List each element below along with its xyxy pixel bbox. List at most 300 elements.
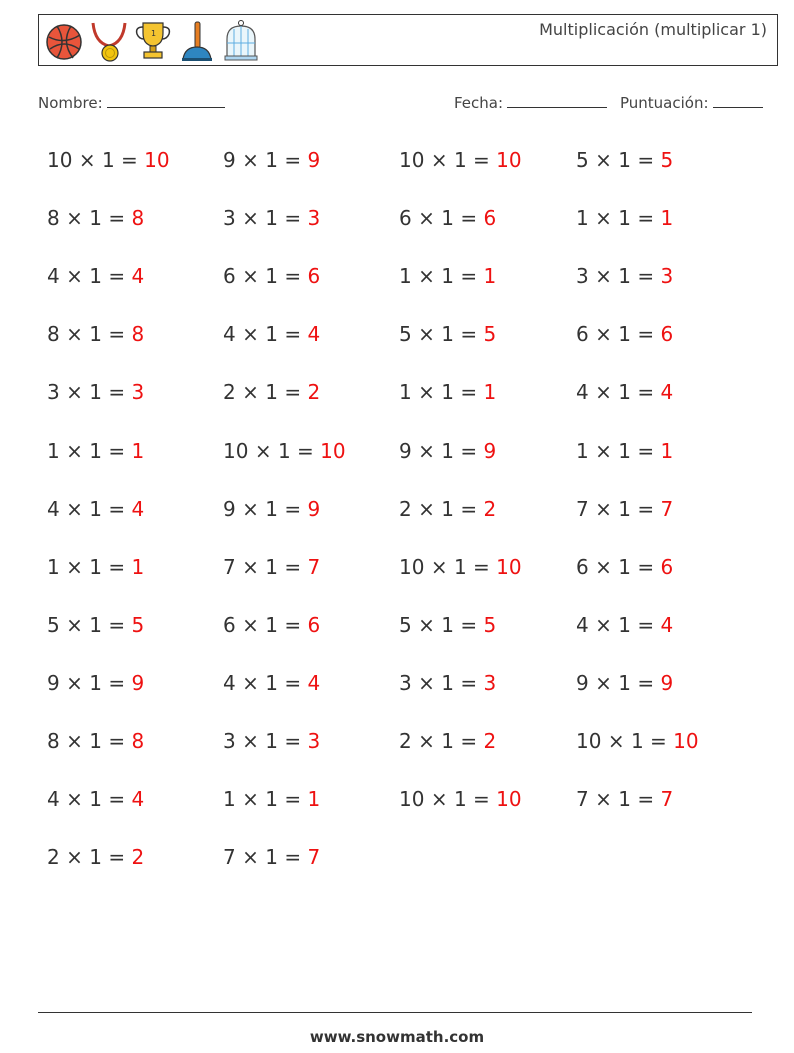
problem-item (223, 787, 320, 811)
answer: 4 (131, 496, 145, 521)
multiplicand: 1 (47, 554, 60, 579)
problem-item (399, 206, 496, 230)
multiplicand: 3 (223, 206, 236, 231)
equals-sign: = (637, 438, 655, 463)
problem-item (399, 322, 496, 346)
multiplicand: 7 (223, 845, 236, 870)
problem-item (576, 206, 673, 230)
times-sign: × (595, 380, 612, 405)
problem-item (223, 555, 320, 579)
worksheet-title: Multiplicación (multiplicar 1) (539, 20, 767, 39)
multiplier: 1 (453, 148, 467, 172)
times-sign: × (66, 264, 83, 289)
equals-sign: = (460, 322, 478, 347)
times-sign: × (242, 206, 259, 231)
equals-sign: = (108, 496, 126, 521)
multiplicand: 10 (399, 554, 425, 579)
equals-sign: = (284, 845, 302, 870)
multiplier: 1 (265, 845, 278, 870)
answer: 10 (673, 729, 699, 753)
times-sign: × (66, 670, 83, 695)
equals-sign: = (284, 787, 302, 812)
multiplicand: 1 (223, 787, 236, 812)
problem-item (576, 729, 699, 753)
answer: 7 (660, 496, 674, 521)
answer: 9 (660, 670, 674, 695)
multiplicand: 1 (47, 438, 60, 463)
problem-item (47, 380, 144, 404)
problem-item (47, 845, 144, 869)
multiplier: 1 (618, 554, 631, 579)
multiplicand: 6 (223, 612, 236, 637)
icon-strip (45, 19, 261, 63)
equals-sign: = (284, 148, 302, 172)
times-sign: × (66, 845, 83, 870)
multiplier: 1 (89, 612, 102, 637)
answer: 10 (496, 787, 522, 812)
times-sign: × (66, 729, 83, 753)
times-sign: × (418, 670, 435, 695)
times-sign: × (418, 322, 435, 347)
equals-sign: = (108, 380, 126, 405)
problem-item (576, 671, 673, 695)
answer: 1 (131, 438, 145, 463)
name-field (38, 93, 225, 112)
multiplier: 1 (630, 729, 644, 753)
times-sign: × (430, 148, 448, 172)
problem-item (223, 380, 320, 404)
equals-sign: = (473, 554, 490, 579)
times-sign: × (242, 845, 259, 870)
answer: 4 (307, 322, 321, 347)
times-sign: × (595, 438, 612, 463)
multiplier: 1 (618, 438, 631, 463)
name-blank[interactable] (107, 93, 225, 108)
answer: 8 (131, 729, 145, 753)
answer: 2 (483, 729, 497, 753)
equals-sign: = (284, 670, 302, 695)
multiplicand: 7 (576, 787, 589, 812)
multiplicand: 10 (47, 148, 73, 172)
multiplicand: 5 (47, 612, 60, 637)
multiplier: 1 (265, 380, 278, 405)
answer: 1 (131, 554, 145, 579)
multiplicand: 3 (223, 729, 236, 753)
answer: 10 (320, 438, 346, 463)
times-sign: × (66, 554, 83, 579)
equals-sign: = (460, 206, 478, 231)
problem-item (576, 148, 673, 172)
equals-sign: = (108, 729, 126, 753)
equals-sign: = (284, 496, 302, 521)
answer: 3 (660, 264, 674, 289)
multiplier: 1 (618, 612, 631, 637)
answer: 2 (483, 496, 497, 521)
equals-sign: = (284, 729, 302, 753)
basketball-icon (45, 19, 85, 63)
multiplier: 1 (618, 670, 631, 695)
problem-item (576, 787, 673, 811)
multiplicand: 9 (223, 496, 236, 521)
problem-item (47, 555, 144, 579)
answer: 9 (483, 438, 497, 463)
equals-sign: = (460, 380, 478, 405)
multiplicand: 8 (47, 322, 60, 347)
problem-item (47, 206, 144, 230)
times-sign: × (418, 612, 435, 637)
problem-item (576, 322, 673, 346)
problem-item (399, 148, 522, 172)
equals-sign: = (637, 148, 655, 172)
problem-item (399, 380, 496, 404)
multiplicand: 4 (576, 380, 589, 405)
answer: 9 (307, 148, 321, 172)
times-sign: × (595, 496, 612, 521)
problem-item (576, 439, 673, 463)
problem-item (399, 729, 496, 753)
multiplicand: 1 (399, 380, 412, 405)
equals-sign: = (637, 264, 655, 289)
multiplier: 1 (618, 787, 631, 812)
multiplicand: 1 (399, 264, 412, 289)
problem-item (223, 671, 320, 695)
multiplicand: 10 (223, 438, 249, 463)
multiplicand: 10 (576, 729, 602, 753)
answer: 10 (496, 148, 522, 172)
multiplicand: 5 (399, 322, 412, 347)
multiplier: 1 (89, 206, 102, 231)
multiplier: 1 (89, 670, 102, 695)
multiplicand: 1 (576, 438, 589, 463)
problem-item (223, 845, 320, 869)
multiplier: 1 (265, 264, 278, 289)
answer: 2 (131, 845, 145, 870)
times-sign: × (595, 787, 612, 812)
times-sign: × (242, 380, 259, 405)
times-sign: × (66, 496, 83, 521)
answer: 6 (307, 264, 321, 289)
multiplier: 1 (618, 206, 631, 231)
multiplicand: 7 (576, 496, 589, 521)
multiplicand: 2 (47, 845, 60, 870)
problem-item (399, 671, 496, 695)
multiplier: 1 (441, 729, 454, 753)
multiplicand: 9 (47, 670, 60, 695)
score-label: Puntuación: (620, 94, 709, 112)
answer: 5 (660, 148, 674, 172)
times-sign: × (418, 380, 435, 405)
problem-item (47, 439, 144, 463)
times-sign: × (595, 322, 612, 347)
equals-sign: = (460, 438, 478, 463)
problem-item (47, 264, 144, 288)
multiplier: 1 (277, 438, 291, 463)
multiplier: 1 (265, 554, 278, 579)
problem-item (223, 148, 320, 172)
times-sign: × (595, 612, 612, 637)
times-sign: × (595, 206, 612, 231)
footer-divider (38, 1012, 752, 1013)
multiplier: 1 (89, 845, 102, 870)
multiplicand: 3 (399, 670, 412, 695)
multiplicand: 6 (399, 206, 412, 231)
equals-sign: = (284, 380, 302, 405)
multiplier: 1 (441, 612, 454, 637)
multiplier: 1 (265, 670, 278, 695)
times-sign: × (242, 264, 259, 289)
answer: 8 (131, 206, 145, 231)
multiplier: 1 (89, 380, 102, 405)
multiplier: 1 (618, 264, 631, 289)
answer: 10 (144, 148, 170, 172)
multiplier: 1 (618, 496, 631, 521)
multiplicand: 1 (576, 206, 589, 231)
equals-sign: = (297, 438, 314, 463)
equals-sign: = (460, 670, 478, 695)
equals-sign: = (637, 554, 655, 579)
problem-item (47, 497, 144, 521)
multiplicand: 5 (399, 612, 412, 637)
problem-item (223, 322, 320, 346)
multiplicand: 6 (576, 322, 589, 347)
problem-item (223, 613, 320, 637)
answer: 3 (483, 670, 497, 695)
answer: 7 (660, 787, 674, 812)
times-sign: × (242, 670, 259, 695)
times-sign: × (430, 554, 448, 579)
multiplicand: 4 (576, 612, 589, 637)
answer: 1 (483, 380, 497, 405)
problem-item (47, 613, 144, 637)
equals-sign: = (460, 612, 478, 637)
answer: 4 (660, 612, 674, 637)
equals-sign: = (473, 787, 490, 812)
equals-sign: = (460, 264, 478, 289)
problem-item (576, 497, 673, 521)
multiplier: 1 (441, 206, 454, 231)
answer: 1 (483, 264, 497, 289)
times-sign: × (418, 496, 435, 521)
answer: 1 (660, 206, 674, 231)
trophy-icon (133, 19, 173, 63)
times-sign: × (242, 787, 259, 812)
answer: 6 (483, 206, 497, 231)
multiplier: 1 (441, 322, 454, 347)
multiplier: 1 (441, 264, 454, 289)
answer: 4 (307, 670, 321, 695)
times-sign: × (595, 264, 612, 289)
footer-website: www.snowmath.com (309, 1028, 485, 1046)
times-sign: × (607, 729, 625, 753)
problem-item (223, 264, 320, 288)
multiplier: 1 (89, 554, 102, 579)
multiplicand: 10 (399, 787, 425, 812)
multiplier: 1 (265, 612, 278, 637)
problem-item (47, 671, 144, 695)
equals-sign: = (284, 612, 302, 637)
times-sign: × (418, 206, 435, 231)
multiplier: 1 (618, 380, 631, 405)
multiplier: 1 (265, 206, 278, 231)
medal-icon (89, 19, 129, 63)
equals-sign: = (108, 554, 126, 579)
times-sign: × (78, 148, 96, 172)
problem-item (223, 497, 320, 521)
times-sign: × (254, 438, 272, 463)
equals-sign: = (284, 206, 302, 231)
multiplicand: 9 (576, 670, 589, 695)
answer: 3 (307, 729, 321, 753)
times-sign: × (242, 612, 259, 637)
multiplier: 1 (265, 148, 278, 172)
equals-sign: = (284, 322, 302, 347)
answer: 7 (307, 845, 321, 870)
multiplier: 1 (89, 438, 102, 463)
times-sign: × (242, 729, 259, 753)
birdcage-icon (221, 19, 261, 63)
times-sign: × (242, 322, 259, 347)
multiplicand: 2 (399, 496, 412, 521)
times-sign: × (66, 438, 83, 463)
answer: 4 (660, 380, 674, 405)
multiplier: 1 (265, 729, 278, 753)
multiplier: 1 (441, 496, 454, 521)
multiplicand: 8 (47, 206, 60, 231)
date-blank[interactable] (507, 93, 607, 108)
times-sign: × (418, 264, 435, 289)
problem-item (399, 787, 522, 811)
times-sign: × (66, 206, 83, 231)
multiplicand: 8 (47, 729, 60, 753)
problem-item (399, 613, 496, 637)
answer: 4 (131, 787, 145, 812)
multiplicand: 6 (576, 554, 589, 579)
times-sign: × (66, 322, 83, 347)
equals-sign: = (637, 322, 655, 347)
multiplier: 1 (265, 322, 278, 347)
answer: 5 (483, 322, 497, 347)
header-box (38, 14, 778, 66)
equals-sign: = (108, 322, 126, 347)
multiplier: 1 (89, 496, 102, 521)
answer: 9 (131, 670, 145, 695)
equals-sign: = (650, 729, 667, 753)
multiplier: 1 (265, 787, 278, 812)
times-sign: × (595, 148, 612, 172)
equals-sign: = (108, 787, 126, 812)
multiplier: 1 (89, 322, 102, 347)
problem-item (399, 439, 496, 463)
multiplier: 1 (89, 264, 102, 289)
equals-sign: = (460, 729, 478, 753)
answer: 6 (307, 612, 321, 637)
multiplier: 1 (441, 438, 454, 463)
plunger-icon (177, 19, 217, 63)
multiplicand: 5 (576, 148, 589, 172)
multiplier: 1 (441, 670, 454, 695)
problem-item (223, 439, 346, 463)
equals-sign: = (284, 264, 302, 289)
problem-item (399, 497, 496, 521)
times-sign: × (595, 670, 612, 695)
problem-item (47, 787, 144, 811)
multiplier: 1 (453, 787, 467, 812)
multiplicand: 2 (223, 380, 236, 405)
multiplier: 1 (89, 729, 102, 753)
problem-item (576, 264, 673, 288)
answer: 1 (660, 438, 674, 463)
answer: 9 (307, 496, 321, 521)
multiplicand: 4 (47, 264, 60, 289)
date-label: Fecha: (454, 94, 504, 112)
times-sign: × (430, 787, 448, 812)
answer: 4 (131, 264, 145, 289)
answer: 8 (131, 322, 145, 347)
multiplicand: 3 (576, 264, 589, 289)
equals-sign: = (473, 148, 490, 172)
answer: 2 (307, 380, 321, 405)
multiplicand: 4 (223, 322, 236, 347)
answer: 6 (660, 554, 674, 579)
times-sign: × (66, 612, 83, 637)
problem-item (399, 555, 522, 579)
equals-sign: = (108, 845, 126, 870)
equals-sign: = (460, 496, 478, 521)
svg-text:1: 1 (151, 29, 157, 38)
multiplier: 1 (453, 554, 467, 579)
answer: 5 (131, 612, 145, 637)
equals-sign: = (637, 670, 655, 695)
multiplicand: 10 (399, 148, 425, 172)
times-sign: × (418, 438, 435, 463)
equals-sign: = (637, 380, 655, 405)
equals-sign: = (637, 496, 655, 521)
answer: 3 (131, 380, 145, 405)
times-sign: × (595, 554, 612, 579)
name-label: Nombre: (38, 94, 103, 112)
problem-item (576, 555, 673, 579)
answer: 3 (307, 206, 321, 231)
multiplicand: 2 (399, 729, 412, 753)
score-blank[interactable] (713, 93, 763, 108)
date-field (454, 93, 607, 112)
multiplicand: 9 (399, 438, 412, 463)
score-field (620, 93, 763, 112)
multiplier: 1 (618, 148, 631, 172)
answer: 1 (307, 787, 321, 812)
problem-item (576, 613, 673, 637)
times-sign: × (66, 380, 83, 405)
problem-item (223, 206, 320, 230)
multiplier: 1 (101, 148, 115, 172)
multiplicand: 7 (223, 554, 236, 579)
answer: 10 (496, 554, 522, 579)
equals-sign: = (121, 148, 138, 172)
multiplier: 1 (265, 496, 278, 521)
problem-item (47, 148, 170, 172)
equals-sign: = (108, 264, 126, 289)
multiplicand: 9 (223, 148, 236, 172)
answer: 6 (660, 322, 674, 347)
times-sign: × (242, 496, 259, 521)
equals-sign: = (108, 438, 126, 463)
equals-sign: = (108, 670, 126, 695)
multiplier: 1 (441, 380, 454, 405)
equals-sign: = (108, 206, 126, 231)
answer: 5 (483, 612, 497, 637)
problem-item (223, 729, 320, 753)
times-sign: × (66, 787, 83, 812)
